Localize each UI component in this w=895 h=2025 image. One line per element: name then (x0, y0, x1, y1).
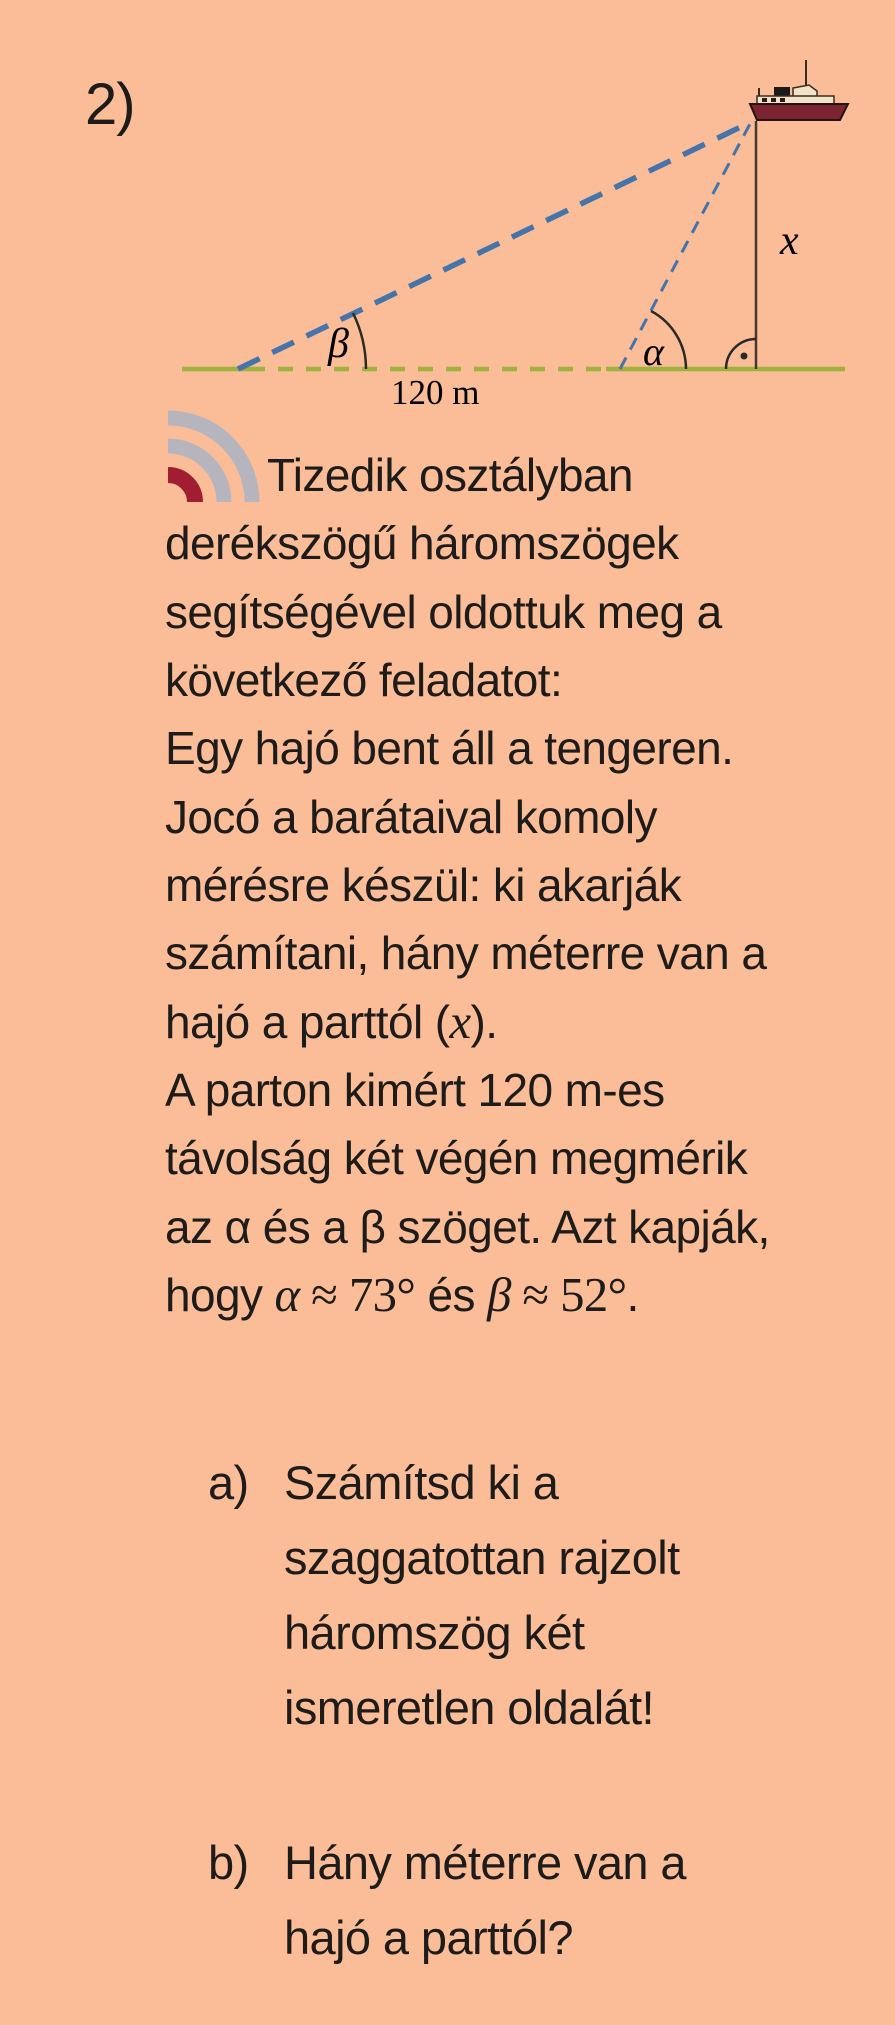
right-angle-arc (726, 339, 756, 369)
task-a-line-4: ismeretlen oldalát! (284, 1681, 655, 1734)
body-line-9 (165, 988, 497, 1056)
body-line-11: távolság két végén megmérik (165, 1132, 748, 1184)
x-variable: x (449, 995, 471, 1049)
beta-value: ≈ 52° (510, 1268, 627, 1322)
body-line-9-text: hajó a parttól ( (165, 996, 450, 1048)
body-line-3: segítségével oldottuk meg a (165, 586, 722, 638)
beta-label: β (328, 321, 349, 367)
problem-number: 2) (85, 72, 135, 137)
alpha-label: α (643, 329, 664, 374)
ship-window-3 (780, 98, 785, 102)
body-line-8: számítani, hány méterre van a (165, 927, 767, 979)
alpha-value: ≈ 73° (299, 1268, 416, 1322)
math-end: . (626, 1269, 639, 1321)
task-b-line-1: Hány méterre van a (284, 1836, 686, 1889)
ship-illustration (750, 60, 848, 120)
signal-arcs-icon (150, 402, 262, 514)
right-angle-dot (741, 353, 748, 360)
logo-inner-arc (168, 475, 195, 502)
ship-window-2 (771, 98, 776, 102)
body-line-2: derékszögű háromszögek (165, 517, 679, 569)
beta-variable: β (487, 1268, 511, 1322)
body-line-5: Egy hajó bent áll a tengeren. (165, 722, 734, 774)
body-line-1: Tizedik osztályban (267, 449, 633, 501)
alpha-variable: α (274, 1268, 300, 1322)
task-a-line-3: háromszög két (284, 1606, 585, 1659)
ship-window-1 (762, 98, 767, 102)
x-label: x (780, 218, 799, 264)
ship-hull (750, 104, 848, 120)
body-line-7: mérésre készül: ki akarják (165, 859, 682, 911)
body-line-10: A parton kimért 120 m-es (165, 1064, 665, 1116)
body-line-12: az α és a β szöget. Azt kapják, (165, 1201, 770, 1253)
body-line-6: Jocó a barátaival komoly (165, 791, 657, 843)
math-middle: és (415, 1269, 488, 1321)
sight-line-alpha (620, 122, 751, 369)
math-prefix: hogy (165, 1269, 275, 1321)
distance-label: 120 m (391, 373, 480, 412)
task-a-line-2: szaggatottan rajzolt (284, 1531, 680, 1584)
body-line-13 (165, 1261, 639, 1329)
task-a-marker: a) (208, 1456, 249, 1509)
body-line-9-end: ). (470, 996, 498, 1048)
beta-angle-arc (353, 313, 366, 369)
triangle-diagram (0, 0, 895, 420)
task-b-marker: b) (208, 1836, 249, 1889)
ship-deck (757, 96, 834, 104)
body-line-4: következő feladatot: (165, 654, 563, 706)
task-b-line-2: hajó a parttól? (284, 1911, 573, 1964)
task-a-line-1: Számítsd ki a (284, 1456, 559, 1509)
